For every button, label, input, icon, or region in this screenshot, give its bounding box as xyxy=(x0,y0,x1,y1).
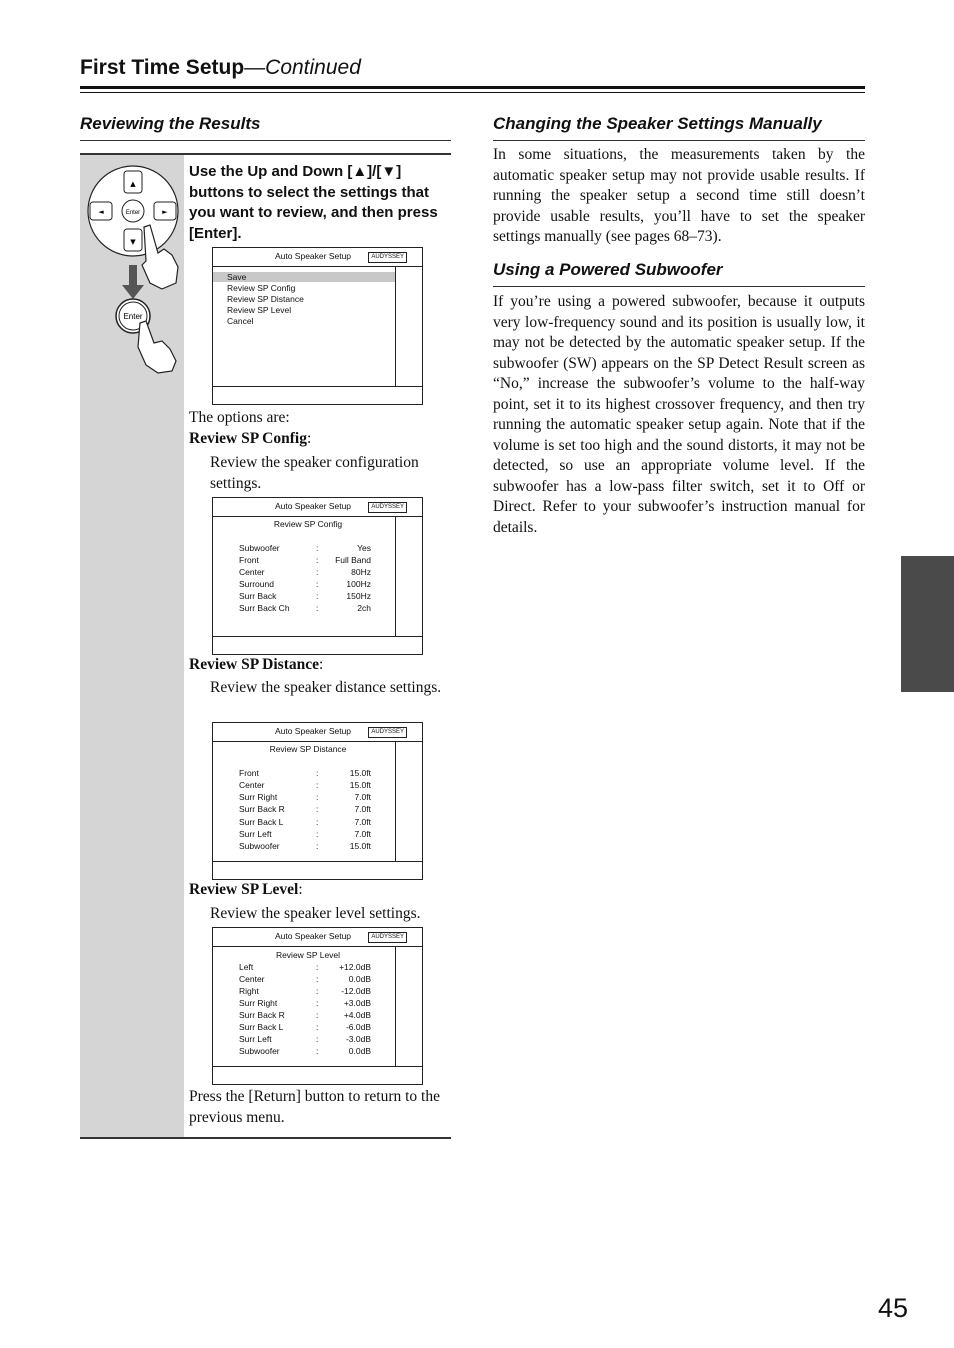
config-subtitle: Review SP Config xyxy=(273,519,343,529)
table-row: Surr Back L : -6.0dB xyxy=(239,1022,371,1032)
level-label-line: Review SP Level: xyxy=(189,881,303,898)
table-row: Subwoofer : 0.0dB xyxy=(239,1046,371,1056)
table-row: Subwoofer : 15.0ft xyxy=(239,841,371,851)
table-row: Surr Right : +3.0dB xyxy=(239,998,371,1008)
page-number: 45 xyxy=(878,1293,909,1323)
svg-text:►: ► xyxy=(162,208,168,216)
table-row: Left : +12.0dB xyxy=(239,962,371,972)
table-row: Front : 15.0ft xyxy=(239,768,371,778)
svg-text:◄: ◄ xyxy=(98,208,104,216)
direction-pad-icon xyxy=(88,166,178,256)
screen-main-menu xyxy=(212,247,423,405)
table-row: Surr Back R : +4.0dB xyxy=(239,1010,371,1020)
svg-text:▲: ▲ xyxy=(130,180,136,188)
table-row: Surr Back Ch : 2ch xyxy=(239,603,371,613)
reviewing-rule xyxy=(80,140,451,141)
distance-label-line: Review SP Distance: xyxy=(189,656,324,673)
menu-item-review-sp-level[interactable]: Review SP Level xyxy=(227,305,292,315)
svg-text:▼: ▼ xyxy=(130,238,136,246)
table-row: Surr Back : 150Hz xyxy=(239,591,371,601)
level-subtitle: Review SP Level xyxy=(275,950,341,960)
config-label-line: Review SP Config: xyxy=(189,430,312,447)
distance-desc: Review the speaker distance settings. xyxy=(210,679,442,696)
table-row: Surround : 100Hz xyxy=(239,579,371,589)
box-top-rule xyxy=(80,153,451,155)
table-row: Surr Right : 7.0ft xyxy=(239,792,371,802)
remote-illustration xyxy=(84,165,182,375)
header-rule xyxy=(80,86,865,89)
box-bottom-rule xyxy=(80,1137,451,1139)
table-row: Surr Back L : 7.0ft xyxy=(239,817,371,827)
subwoofer-text: If you’re using a powered subwoofer, because it outputs very low-frequency sound and its position is usually low, it may not be detected by the automatic speaker setup. If the subwoofer (SW) appears on the SP Detect Result screen as “No,” increase the subwoofer’s volume to the half-way point, set it to its highest crossover frequency, and then try running the automatic speaker setup again. Note that if the volume is set too high and the sound distorts, it may not be detected, so use an appropriate volume level. If the subwoofer has a low-pass filter switch, set it to Off or Direct. Refer to your subwoofer’s instruction manual for details. xyxy=(493,293,865,536)
manual-heading: Changing the Speaker Settings Manually xyxy=(493,114,822,133)
table-row: Surr Back R : 7.0ft xyxy=(239,804,371,814)
down-arrow-icon xyxy=(122,265,144,299)
table-row: Center : 15.0ft xyxy=(239,780,371,790)
table-row: Surr Left : -3.0dB xyxy=(239,1034,371,1044)
table-row: Center : 0.0dB xyxy=(239,974,371,984)
screen-review-level: Auto Speaker Setup AUDYSSEY Review SP Level Left : +12.0dB Center : 0.0dB Right : -12.0dB Surr Right : +3.0dB Surr Back R : +4.0dB Surr Back L : -6.0dB Surr Left : -3.0dB Subwoofer : 0.0dB xyxy=(212,927,423,1085)
distance-subtitle: Review SP Distance xyxy=(269,744,347,754)
table-row: Front : Full Band xyxy=(239,555,371,565)
menu-item-review-sp-config[interactable]: Review SP Config xyxy=(227,283,296,293)
subwoofer-rule xyxy=(493,286,865,287)
menu-item-save[interactable]: Save xyxy=(227,272,247,282)
header-rule-thin xyxy=(80,92,865,93)
table-row: Right : -12.0dB xyxy=(239,986,371,996)
table-row: Subwoofer : Yes xyxy=(239,543,371,553)
section-tab xyxy=(901,556,954,692)
screen-title: Auto Speaker Setup xyxy=(274,251,352,261)
svg-text:Enter: Enter xyxy=(123,312,143,321)
return-note: Press the [Return] button to return to the previous menu. xyxy=(189,1088,440,1126)
pressing-hand-icon xyxy=(138,321,176,373)
audyssey-badge: AUDYSSEY xyxy=(368,252,407,263)
table-row: Center : 80Hz xyxy=(239,567,371,577)
manual-text: In some situations, the measurements taken by the automatic speaker setup may not provide usable results. If running the speaker setup a second time still doesn’t provide usable results, you’ll have to set the speaker settings manually (see pages 68–73). xyxy=(493,146,865,245)
screen-review-config: Auto Speaker Setup AUDYSSEY Review SP Config Subwoofer : Yes Front : Full Band Center : 80Hz Surround : 100Hz Surr Back : 150Hz Surr Back Ch : 2ch xyxy=(212,497,423,655)
level-desc: Review the speaker level settings. xyxy=(210,905,421,922)
table-row: Surr Left : 7.0ft xyxy=(239,829,371,839)
reviewing-heading: Reviewing the Results xyxy=(80,114,261,133)
config-desc: Review the speaker configuration settings. xyxy=(210,454,419,492)
options-intro: The options are: xyxy=(189,409,290,426)
screen-review-distance: Auto Speaker Setup AUDYSSEY Review SP Distance Front : 15.0ft Center : 15.0ft Surr Right : 7.0ft Surr Back R : 7.0ft Surr Back L : 7.0ft Surr Left : 7.0ft Subwoofer : 15.0ft xyxy=(212,722,423,880)
header-title: First Time Setup xyxy=(80,56,245,79)
menu-item-review-sp-distance[interactable]: Review SP Distance xyxy=(227,294,304,304)
manual-rule xyxy=(493,140,865,141)
menu-item-cancel[interactable]: Cancel xyxy=(227,316,254,326)
page-header xyxy=(80,56,865,80)
svg-text:Enter: Enter xyxy=(125,210,141,216)
subwoofer-heading: Using a Powered Subwoofer xyxy=(493,260,723,279)
instruction-text: Use the Up and Down [▲]/[▼] buttons to select the settings that you want to review, and then press [Enter]. xyxy=(189,163,438,242)
header-continued: —Continued xyxy=(244,56,361,79)
